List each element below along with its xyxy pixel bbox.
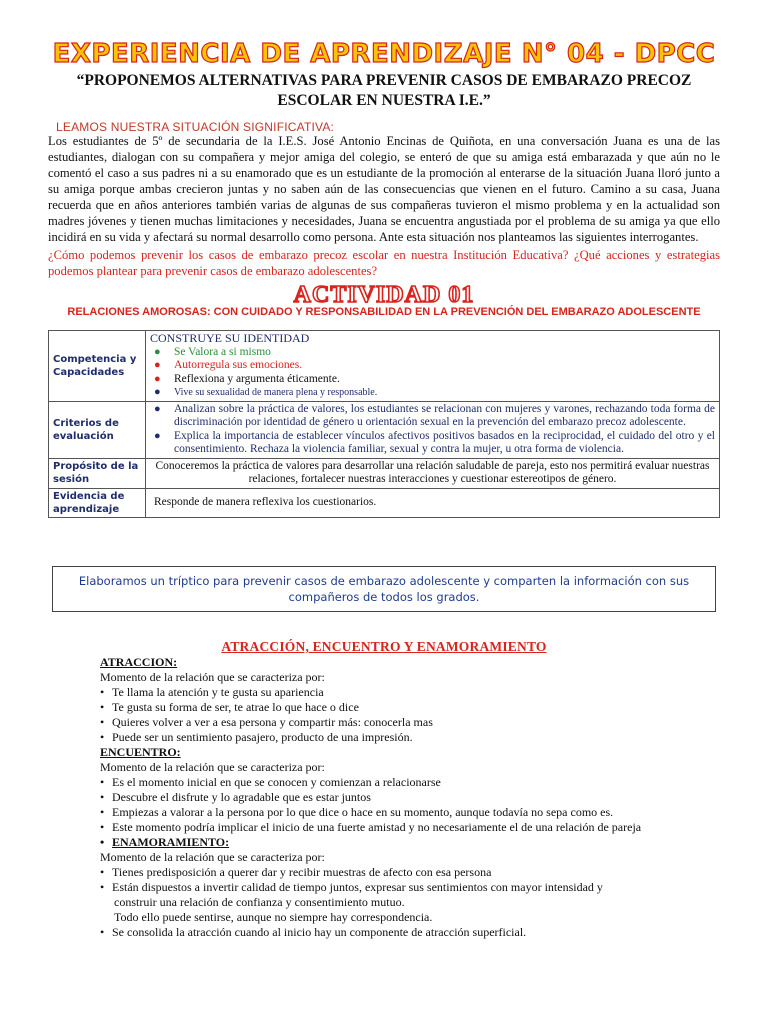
bullet-icon: • bbox=[100, 865, 105, 879]
bullet-icon: ● bbox=[154, 402, 161, 415]
table-row bbox=[49, 401, 720, 458]
table-row bbox=[49, 331, 720, 402]
list-item: • Es el momento inicial en que se conocen y comienzan a relacionarse bbox=[100, 775, 441, 789]
bullet-icon: • bbox=[100, 925, 105, 939]
section-title: ATRACCIÓN, ENCUENTRO Y ENAMORAMIENTO bbox=[221, 639, 547, 654]
enamoramiento-continuation: construir una relación de confianza y consentimiento mutuo. bbox=[114, 895, 405, 909]
bullet-icon: ● bbox=[154, 372, 161, 385]
list-item: ● Analizan sobre la práctica de valores, los estudiantes se relacionan con mujeres y varones, rechazando toda forma de discriminación por identidad de género u orientación sexual en la prevención del embarazo precoz adolescente. bbox=[154, 402, 715, 428]
list-item: • Se consolida la atracción cuando al inicio hay un componente de atracción superficial. bbox=[100, 925, 527, 939]
evidencia-cell: Responde de manera reflexiva los cuestionarios. bbox=[146, 488, 720, 517]
bullet-icon: • bbox=[100, 685, 105, 699]
competencia-label: Competencia y Capacidades bbox=[49, 331, 146, 402]
bullet-icon: • bbox=[100, 715, 105, 729]
table-row bbox=[49, 488, 720, 517]
atraccion-heading: ATRACCION: bbox=[100, 655, 178, 669]
capacidades-list bbox=[150, 346, 715, 400]
situation-label: LEAMOS NUESTRA SITUACIÓN SIGNIFICATIVA: bbox=[56, 120, 335, 134]
task-box: Elaboramos un tríptico para prevenir casos de embarazo adolescente y comparten la información con sus compañeros de todos los grados. bbox=[52, 566, 716, 612]
stages-content bbox=[100, 655, 720, 940]
list-item: • Este momento podría implicar el inicio de una fuerte amistad y no necesariamente el de una relación de pareja bbox=[100, 820, 642, 834]
list-item: ● Se Valora a si mismo bbox=[154, 345, 271, 358]
competencia-cell bbox=[146, 331, 720, 402]
enamoramiento-intro: Momento de la relación que se caracteriza por: bbox=[100, 850, 325, 864]
list-item: ● Vive su sexualidad de manera plena y responsable. bbox=[154, 386, 378, 398]
criterios-list bbox=[150, 403, 715, 457]
list-item: • Descubre el disfrute y lo agradable que es estar juntos bbox=[100, 790, 371, 804]
bullet-icon: • bbox=[100, 790, 105, 804]
list-item: ● Autorregula sus emociones. bbox=[154, 359, 303, 371]
session-info-table bbox=[48, 330, 720, 518]
proposito-cell: Conoceremos la práctica de valores para desarrollar una relación saludable de pareja, esto nos permitirá evaluar nuestras relaciones, fortalecer nuestras interacciones y cuestionar estereotipos de género. bbox=[146, 458, 720, 488]
bullet-icon: • bbox=[100, 730, 105, 744]
list-item: • Te gusta su forma de ser, te atrae lo que hace o dice bbox=[100, 700, 359, 714]
table-row bbox=[49, 458, 720, 488]
activity-title: ACTIVIDAD 01 bbox=[293, 282, 475, 308]
bullet-icon: • bbox=[100, 880, 105, 894]
list-item: ● Reflexiona y argumenta éticamente. bbox=[154, 372, 340, 385]
bullet-icon: ● bbox=[154, 429, 161, 442]
page-subtitle: “PROPONEMOS ALTERNATIVAS PARA PREVENIR CASOS DE EMBARAZO PRECOZ ESCOLAR EN NUESTRA I.E.” bbox=[76, 72, 692, 109]
list-item: • Puede ser un sentimiento pasajero, producto de una impresión. bbox=[100, 730, 413, 744]
proposito-label: Propósito de la sesión bbox=[49, 458, 146, 488]
list-item: • Tienes predisposición a querer dar y recibir muestras de afecto con esa persona bbox=[100, 865, 492, 879]
criterios-label: Criterios de evaluación bbox=[49, 401, 146, 458]
list-item: • Están dispuestos a invertir calidad de tiempo juntos, expresar sus sentimientos con mayor intensidad y bbox=[100, 880, 603, 894]
bullet-icon: • bbox=[100, 805, 105, 819]
enamoramiento-heading: • ENAMORAMIENTO: bbox=[100, 835, 230, 849]
list-item: • Quieres volver a ver a esa persona y compartir más: conocerla mas bbox=[100, 715, 433, 729]
bullet-icon: • bbox=[100, 835, 105, 849]
bullet-icon: ● bbox=[154, 345, 161, 358]
bullet-icon: • bbox=[100, 820, 105, 834]
list-item: • Te llama la atención y te gusta su apariencia bbox=[100, 685, 324, 699]
bullet-icon: ● bbox=[154, 386, 161, 398]
encuentro-heading: ENCUENTRO: bbox=[100, 745, 181, 759]
page-title: EXPERIENCIA DE APRENDIZAJE N° 04 - DPCC bbox=[52, 39, 716, 69]
encuentro-intro: Momento de la relación que se caracteriza por: bbox=[100, 760, 325, 774]
competencia-heading: CONSTRUYE SU IDENTIDAD bbox=[150, 331, 310, 345]
evidencia-label: Evidencia de aprendizaje bbox=[49, 488, 146, 517]
situation-text: Los estudiantes de 5º de secundaria de la I.E.S. José Antonio Encinas de Quiñota, en una conversación Juana es una de las estudiantes, dialogan con su compañera y mejor amiga del colegio, se enteró de que su amiga está embarazada y que aún no le comentó el caso a sus padres ni a su enamorado que es un estudiante de la promoción al enterarse de la situación Juana lloró junto a su amiga porque ambas crecieron juntas y no saben aún de las consecuencias que vienen en el futuro. Camino a su casa, Juana recuerda que en años anteriores también varias de algunas de sus compañeras tuvieron el mismo problema y en la actualidad son madres jóvenes y tienen muchas limitaciones y necesidades, Juana se encuentra angustiada por el problema de su amiga ya que ello incidirá en su vida y afectará su normal desarrollo como persona. Ante esta situación nos planteamos las siguientes interrogantes. bbox=[48, 134, 720, 244]
bullet-icon: ● bbox=[154, 359, 161, 371]
criterios-cell bbox=[146, 401, 720, 458]
bullet-icon: • bbox=[100, 700, 105, 714]
activity-subtitle: RELACIONES AMOROSAS: CON CUIDADO Y RESPONSABILIDAD EN LA PREVENCIÓN DEL EMBARAZO ADOLESCENTE bbox=[67, 306, 701, 318]
guiding-questions: ¿Cómo podemos prevenir los casos de embarazo precoz escolar en nuestra Institución Educativa? ¿Qué acciones y estrategias podemos plantear para prevenir casos de embarazo adolescentes? bbox=[48, 248, 720, 278]
atraccion-intro: Momento de la relación que se caracteriza por: bbox=[100, 670, 325, 684]
enamoramiento-note: Todo ello puede sentirse, aunque no siempre hay correspondencia. bbox=[114, 910, 433, 924]
bullet-icon: • bbox=[100, 775, 105, 789]
list-item: • Empiezas a valorar a la persona por lo que dice o hace en su momento, aunque todavía no sepa como es. bbox=[100, 805, 614, 819]
list-item: ● Explica la importancia de establecer vínculos afectivos positivos basados en la reciprocidad, el cuidado del otro y el consentimiento. Rechaza la violencia familiar, sexual y contra la mujer, u otra forma de violencia. bbox=[154, 429, 715, 455]
